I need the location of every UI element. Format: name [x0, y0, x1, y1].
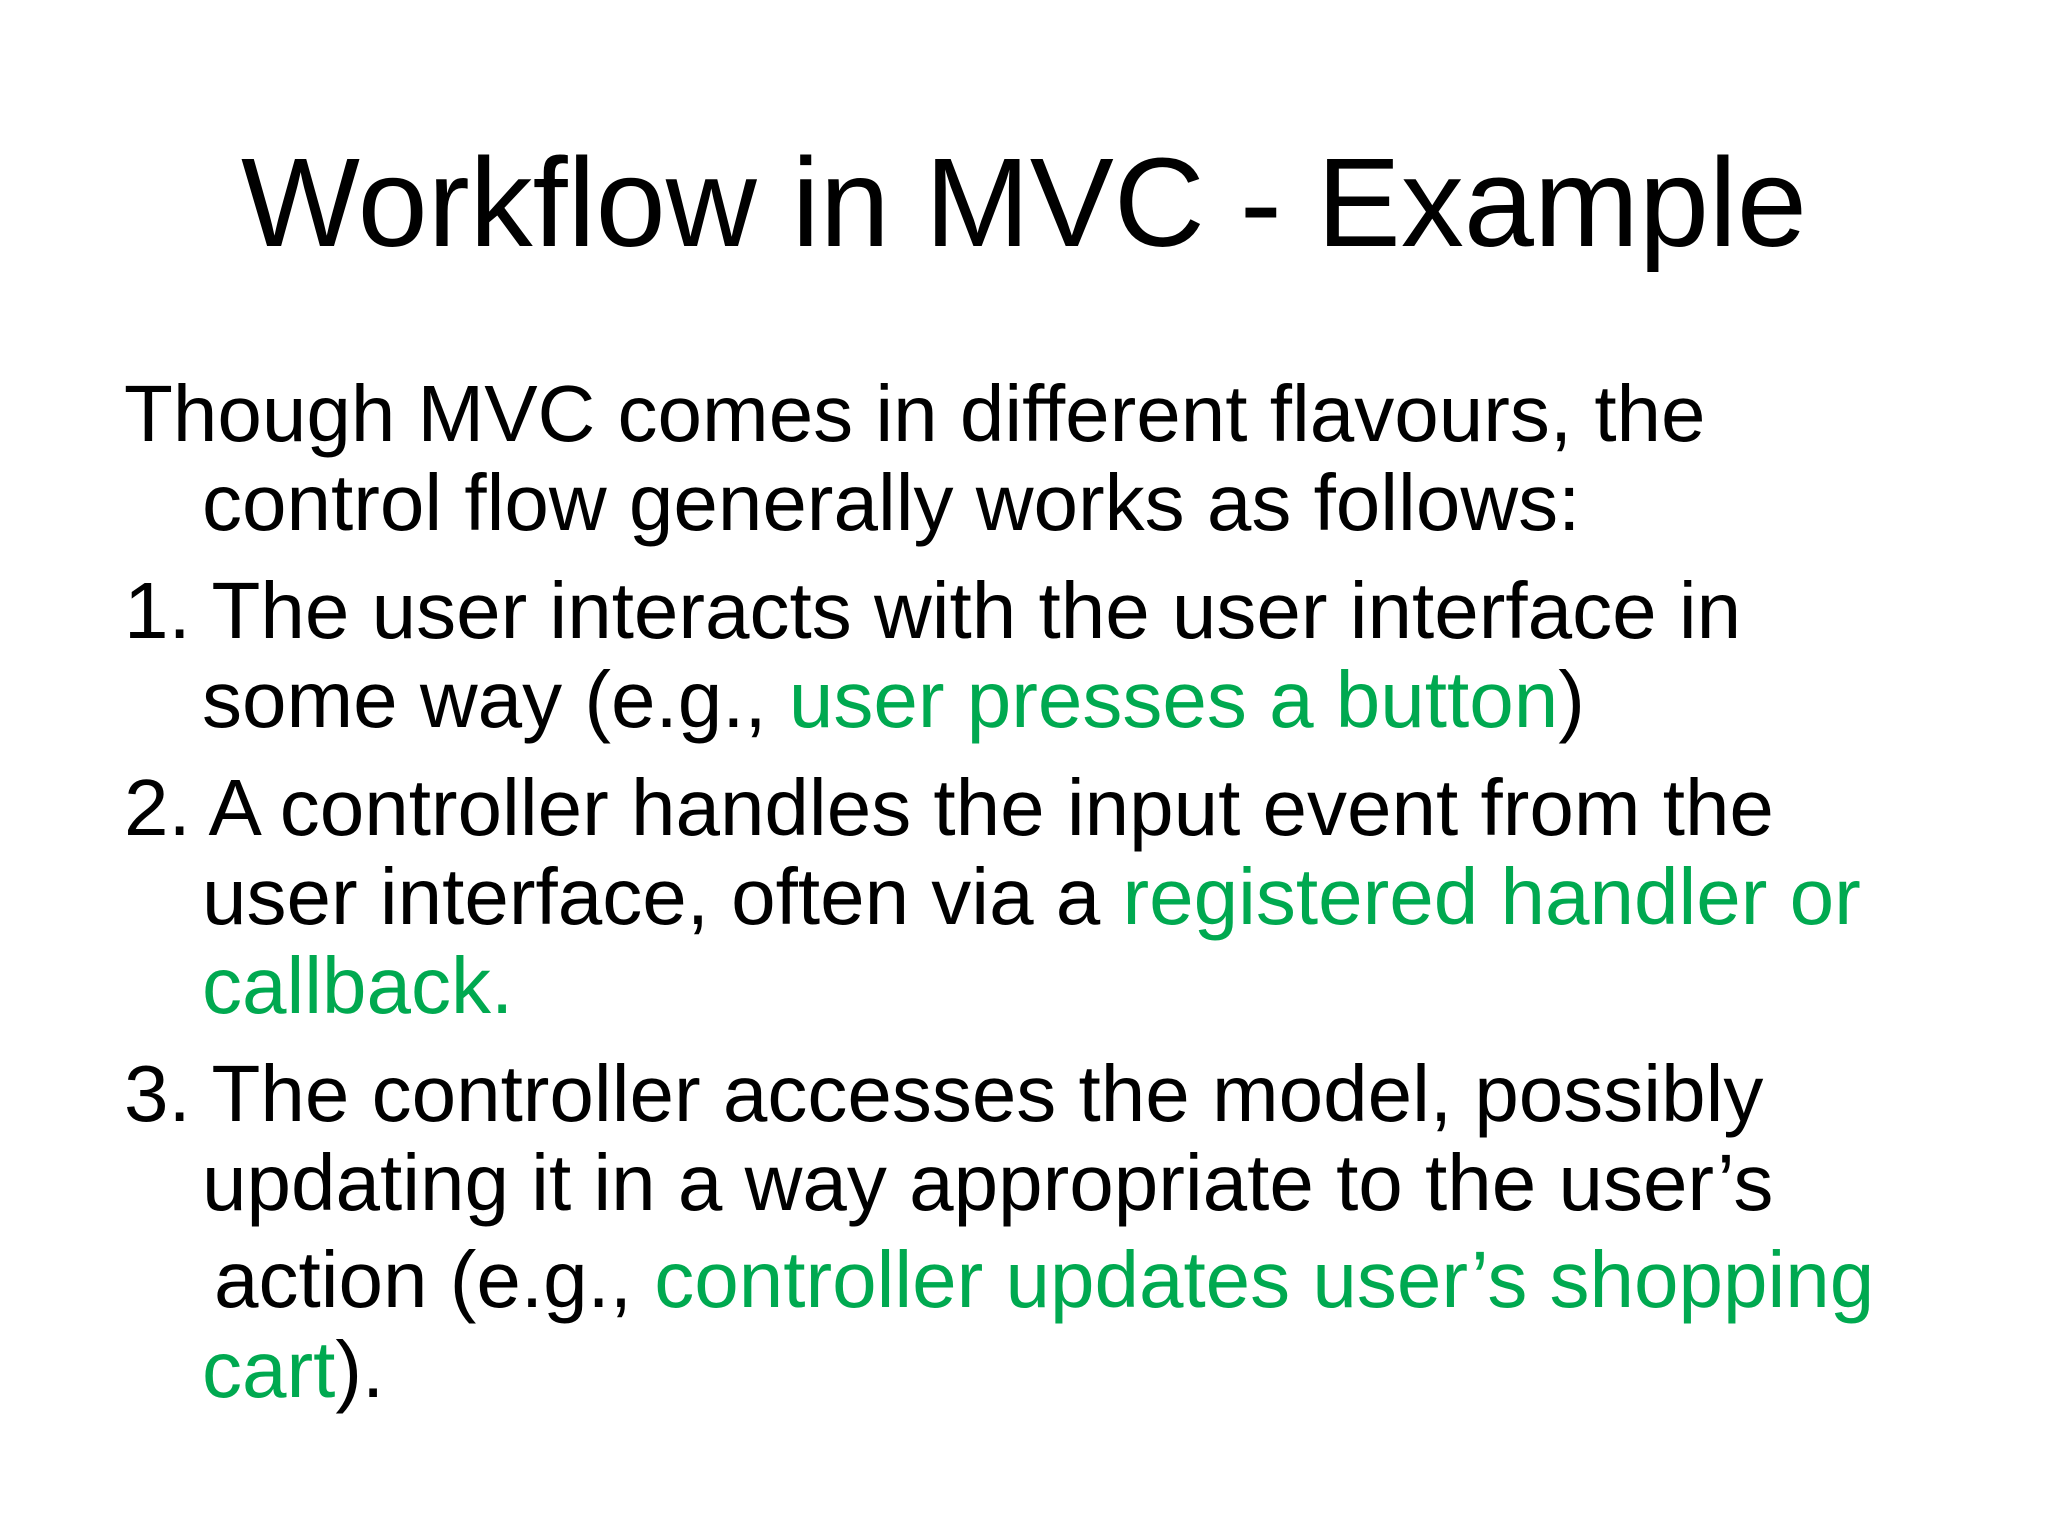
step-2-number: 2. [124, 763, 191, 852]
slide-title: Workflow in MVC - Example [240, 132, 1808, 273]
step-3-line-1 [124, 1046, 1763, 1142]
step-3-text-after: ). [335, 1325, 385, 1414]
step-3-line-4 [202, 1322, 384, 1418]
step-1-line-1 [124, 563, 1741, 659]
step-1-text: The user interacts with the user interface in [211, 566, 1742, 655]
intro-line-1: Though MVC comes in different flavours, the [124, 369, 1706, 458]
step-2-text: A controller handles the input event from the [208, 763, 1774, 852]
step-3-text: The controller accesses the model, possibly [211, 1049, 1764, 1138]
step-2-line-1 [124, 760, 1774, 856]
step-3-line-3 [214, 1232, 1874, 1328]
step-2-highlight: registered handler or [1122, 852, 1861, 941]
step-2-line-3: callback. [202, 941, 514, 1030]
step-3-text-before: action (e.g., [214, 1235, 655, 1324]
step-3-line-2: updating it in a way appropriate to the user’s [202, 1138, 1774, 1227]
step-3-highlight-cont: cart [202, 1325, 336, 1414]
step-2-text-before: user interface, often via a [202, 852, 1123, 941]
intro-line-2: control flow generally works as follows: [202, 458, 1581, 547]
step-1-text-after: ) [1558, 655, 1585, 744]
step-1-line-2 [202, 652, 1585, 748]
step-1-highlight: user presses a button [788, 655, 1559, 744]
step-1-number: 1. [124, 566, 191, 655]
step-2-line-2 [202, 849, 1861, 945]
step-3-highlight: controller updates user’s shopping [654, 1235, 1875, 1324]
step-3-number: 3. [124, 1049, 191, 1138]
step-1-text-before: some way (e.g., [202, 655, 789, 744]
